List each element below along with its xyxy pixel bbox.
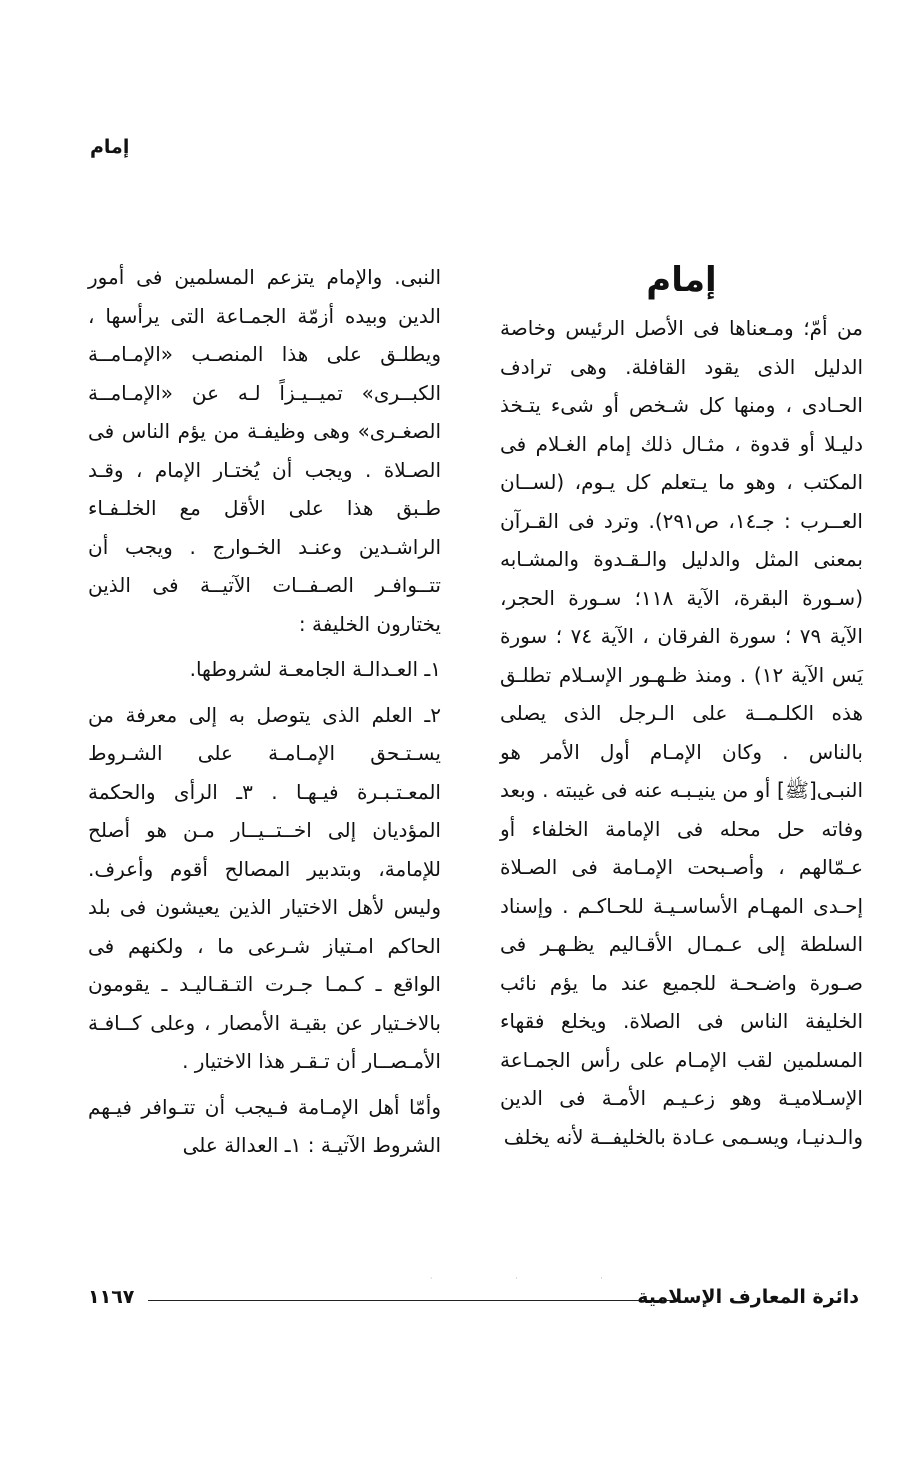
footer-rule (148, 1300, 676, 1301)
right-column (500, 255, 863, 1156)
running-head: إمام (90, 136, 130, 158)
condition-item-2: ٢ـ العلم الذى يتوصل به إلى معرفة من يسـتـحق الإمـامـة على الشـروط المعـتـبـرة فيـهـا . ٣ـ الرأى والحكمة المؤديان إلى اخــتــيــار مـن هو أصلح للإمامة، وبتدبير المصالح أقوم وأعرف. وليس لأهل الاختيار الذين يعيشون فى بلد الحاكم امـتياز شـرعى ما ، ولكنهم فى الواقع ـ كـمـا جـرت التـقـاليـد ـ يقومون بالاخـتيار عن بقيـة الأمصار ، وعلى كــافـة الأمـصــار أن تـقـر هذا الاختيار . (88, 702, 441, 1073)
condition-item-1: ١ـ العـدالـة الجامعـة لشروطها. (189, 657, 441, 681)
left-column (88, 258, 441, 1165)
page-number: ١١٦٧ (88, 1286, 135, 1308)
left-column-paragraph: النبى. والإمام يتزعم المسلمين فى أمور الدين وبيده أزمّة الجمـاعة التى يرأسها ، ويطلـق على هذا المنصـب «الإمـامــة الكبــرى» تميــيـزاً لـه عن «الإمـامــة الصغـرى» وهى وظيفـة من يؤم الناس فى الصـلاة . ويجب أن يُختـار الإمام ، وقـد طـبق هذا على الأقل مع الخلـفـاء الراشـدين وعنـد الخـوارج . ويجب أن تتــوافـر الصـفــات الآتيــة فى الذين يختارون الخليفة : (88, 265, 441, 636)
entry-title: إمام (646, 260, 717, 300)
imamate-conditions-paragraph: وأمّا أهل الإمـامة فـيجب أن تتـوافر فيـهم الشروط الآتيـة : ١ـ العدالة على (88, 1094, 441, 1157)
scan-specks: · · · (430, 1274, 643, 1283)
footer-publication-title: دائرة المعارف الإسلامية (637, 1286, 859, 1308)
right-column-paragraph: من أمّ؛ ومـعناها فى الأصل الرئيس وخاصة الدليل الذى يقود القافلة. وهى ترادف الحـادى ، ومنها كل شـخص أو شىء يتـخذ دليـلا أو قدوة ، مثـال ذلك إمام الغـلام فى المكتب ، وهو ما يـتعلم كل يـوم، (لســان العــرب : جـ١٤، ص٢٩١). وترد فى القـرآن بمعنى المثل والدليل والـقـدوة والمشـابه (سـورة البقرة، الآية ١١٨؛ سـورة الحجر، الآية ٧٩ ؛ سورة الفرقان ، الآية ٧٤ ؛ سورة يَس الآية ١٢) . ومنذ ظـهـور الإسـلام تطلـق هذه الكلـمــة على الـرجل الذى يصلى بالناس . وكان الإمـام أول الأمر هو النبـى[ﷺ] أو من ينيـبـه عنه فى غيبته . وبعد وفاته حل محله فى الإمامة الخلفاء أو عـمّالهم ، وأصـبحت الإمـامة فى الصـلاة إحـدى المهـام الأساسـيـة للحـاكـم . وإسناد السلطة إلى عـمـال الأقـاليم يظـهـر فى صـورة واضـحـة للجميع عند ما يؤم نائب الخليفة الناس فى الصلاة. ويخلع فقهاء المسلمين لقب الإمـام على رأس الجمـاعة الإسـلاميـة وهو زعـيـم الأمـة فى الدين والـدنيـا، ويسـمى عـادة بالخليفــة لأنه يخلف (500, 316, 864, 1149)
